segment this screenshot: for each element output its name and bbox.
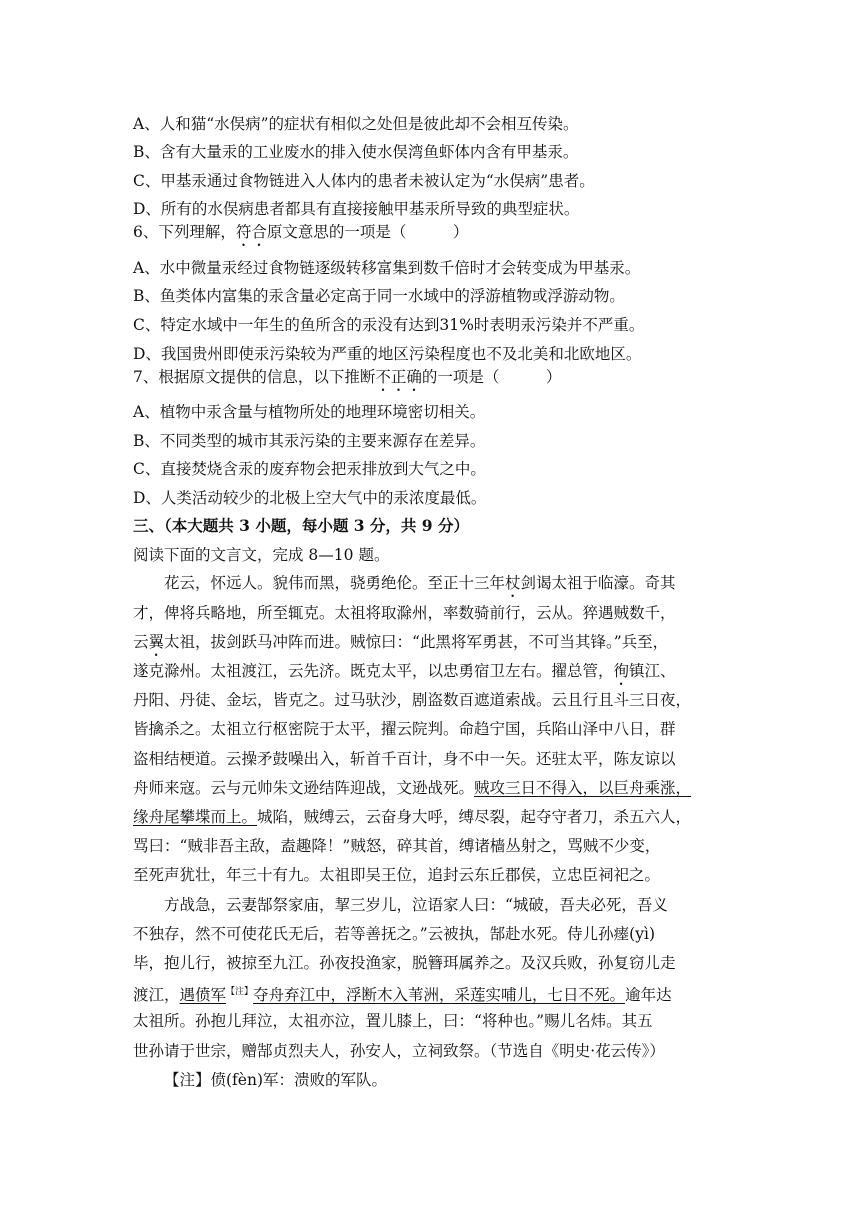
passage-line-4: [133, 661, 676, 689]
underlined-sentence: 缘舟尾攀堞而上。: [133, 808, 258, 826]
section-heading: 三、（本大题共 3 小题，每小题 3 分，共 9 分）: [133, 516, 469, 535]
underlined-sentence: 夺舟弃江中，浮断木入苇洲，采莲实哺儿，七日不死。: [253, 986, 626, 1005]
passage-text: 舟师来寇。云与元帅朱文逊结阵迎战，文逊战死。: [133, 779, 475, 797]
q6-option-c: C、特定水域中一年生的鱼所含的汞没有达到31%时表明汞污染并不严重。: [133, 316, 645, 334]
passage-text: 逾年达: [625, 986, 672, 1005]
section-intro: 阅读下面的文言文，完成 8—10 题。: [133, 546, 390, 564]
passage-text: 镇江、: [629, 662, 676, 680]
emphasized-char: 翼: [148, 633, 165, 651]
passage2-line-2: 不独存，然不可使花氏无后，若等善抚之。”云被执，郜赴水死。侍儿孙瘗(yì): [133, 925, 655, 943]
passage-text: 云: [133, 633, 149, 651]
passage-line-8: [133, 778, 691, 798]
q7-question: [133, 367, 561, 395]
emphasized-char: 徇: [613, 662, 630, 680]
passage-text: 渡江，: [133, 986, 180, 1005]
q5-option-c: C、甲基汞通过食物链进入人体内的患者未被认定为“水俣病”患者。: [133, 172, 595, 190]
q6-option-a: A、水中微量汞经过食物链逐级转移富集到数千倍时才会转变成为甲基汞。: [133, 259, 641, 277]
passage-line-10: 骂曰：“贼非吾主敌，盍趣降！”贼怒，碎其首，缚诸樯丛射之，骂贼不少变，: [133, 837, 661, 855]
passage2-line-3: 毕，抱儿行，被掠至九江。孙夜投渔家，脱簪珥属养之。及汉兵败，孙复窃儿走: [133, 954, 676, 972]
passage-line-9: [133, 807, 691, 827]
passage-line-11: 至死声犹壮，年三十有九。太祖即吴王位，追封云东丘郡侯，立忠臣祠祀之。: [133, 866, 661, 884]
passage-line-7: 盗相结梗道。云操矛鼓噪出入，斩首千百计，身不中一矢。还驻太平，陈友谅以: [133, 750, 676, 768]
q7-option-c: C、直接焚烧含汞的废弃物会把汞排放到大气之中。: [133, 460, 486, 478]
q6-question-pre: 6、下列理解，: [133, 223, 236, 241]
passage2-line-1: 方战急，云妻郜祭家庙，挈三岁儿，泣语家人曰：“城破，吾夫必死，吾义: [164, 896, 668, 914]
passage-line-3: [133, 632, 668, 660]
passage-text: 遂克滁州。太祖渡江，云先济。既克太平，以忠勇宿卫左右。擢总管，: [133, 662, 614, 680]
passage-line-1: [164, 573, 676, 601]
passage2-line-5: 太祖所。孙抱儿拜泣，太祖亦泣，置儿膝上，曰：“将种也。”赐儿名炜。其五: [133, 1012, 653, 1030]
passage-text: 剑谒太祖于临濠。奇其: [520, 574, 676, 592]
passage-line-5: 丹阳、丹徒、金坛，皆克之。过马驮沙，剧盗数百遮道索战。云且行且斗三日夜，: [133, 691, 692, 709]
emphasized-char: 杖: [505, 574, 521, 592]
q7-question-pre: 7、根据原文提供的信息，以下推断: [133, 368, 376, 386]
underlined-sentence: 遇偾军: [179, 986, 227, 1005]
passage-line-2: 才，俾将兵略地，所至辄克。太祖将取滁州，率数骑前行，云从。猝遇贼数千，: [133, 604, 676, 622]
underlined-sentence: 贼攻三日不得入，以巨舟乘涨，: [474, 779, 692, 797]
q6-question: [133, 222, 468, 250]
q7-option-b: B、不同类型的城市其汞污染的主要来源存在差异。: [133, 432, 486, 450]
q6-option-b: B、鱼类体内富集的汞含量必定高于同一水域中的浮游植物或浮游动物。: [133, 287, 625, 305]
q7-emphasis: 不正确: [375, 368, 422, 386]
passage-text: 太祖，拔剑跃马冲阵而进。贼惊曰：“此黑将军勇甚，不可当其锋。”兵至，: [164, 633, 669, 651]
q5-option-d: D、所有的水俣病患者都具有直接接触甲基汞所导致的典型症状。: [133, 200, 580, 218]
q5-option-b: B、含有大量汞的工业废水的排入使水俣湾鱼虾体内含有甲基汞。: [133, 143, 579, 161]
passage2-line-6: 世孙请于世宗，赠郜贞烈夫人，孙安人，立祠致祭。（节选自《明史·花云传》）: [133, 1042, 665, 1060]
q7-option-a: A、植物中汞含量与植物所处的地理环境密切相关。: [133, 403, 486, 421]
passage-text: 城陷，贼缚云，云奋身大呼，缚尽裂，起夺守者刀，杀五六人，: [257, 808, 692, 826]
footnote: 【注】偾(fèn)军：溃败的军队。: [164, 1071, 387, 1089]
passage-line-6: 皆擒杀之。太祖立行枢密院于太平，擢云院判。命趋宁国，兵陷山泽中八日，群: [133, 720, 676, 738]
q7-question-post: 的一项是（ ）: [421, 368, 562, 386]
note-marker: 【注】: [226, 987, 254, 997]
q6-question-post: 原文意思的一项是（ ）: [266, 223, 469, 241]
q6-emphasis: 符合: [235, 223, 267, 241]
q6-option-d: D、我国贵州即使汞污染较为严重的地区污染程度也不及北美和北欧地区。: [133, 345, 642, 363]
passage2-line-4: [133, 982, 672, 1005]
q7-option-d: D、人类活动较少的北极上空大气中的汞浓度最低。: [133, 489, 487, 507]
q5-option-a: A、人和猫“水俣病”的症状有相似之处但是彼此却不会相互传染。: [133, 115, 579, 133]
passage-text: 花云，怀远人。貌伟而黑，骁勇绝伦。至正十三年: [164, 574, 506, 592]
